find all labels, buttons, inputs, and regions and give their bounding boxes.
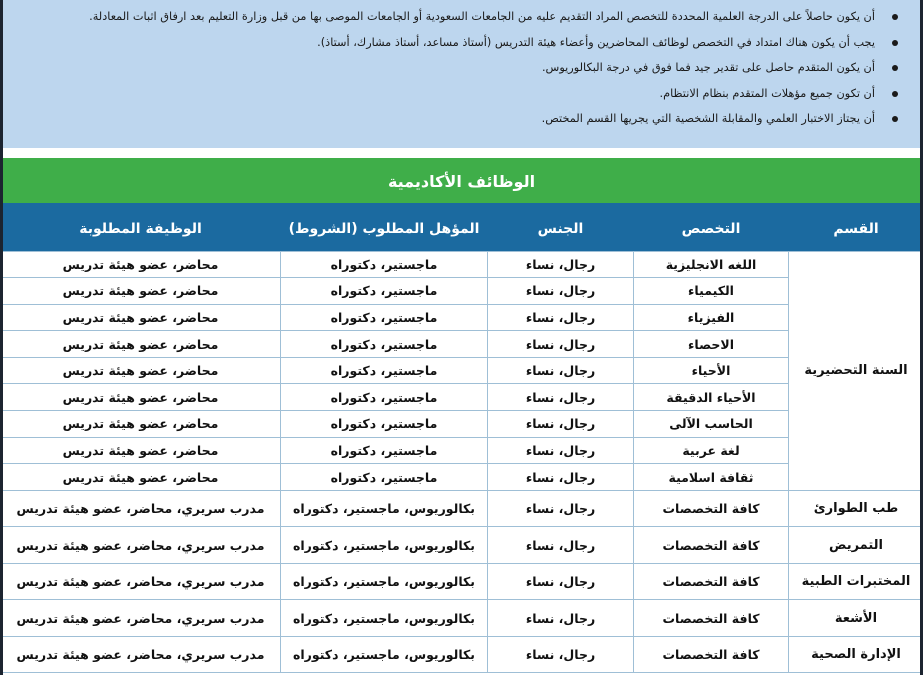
requirement-item <box>0 55 875 81</box>
cell-specialization: ثقافة اسلامية <box>634 464 789 491</box>
cell-job: مدرب سريري، محاضر، عضو هيئة تدريس <box>1 527 281 564</box>
cell-specialization: الحاسب الآلى <box>634 411 789 438</box>
table-row <box>1 563 923 600</box>
cell-qualification: ماجستير، دكتوراه <box>281 384 488 411</box>
header-qualification: المؤهل المطلوب (الشروط) <box>281 203 488 251</box>
cell-gender: رجال، نساء <box>488 251 634 278</box>
table-row <box>1 384 923 411</box>
cell-job: محاضر، عضو هيئة تدريس <box>1 304 281 331</box>
bullet-icon <box>892 116 898 122</box>
table-row <box>1 278 923 305</box>
cell-qualification: ماجستير، دكتوراه <box>281 278 488 305</box>
requirement-text: أن يكون المتقدم حاصل على تقدير جيد فما فوق في درجة البكالوريوس. <box>541 61 875 74</box>
cell-gender: رجال، نساء <box>488 563 634 600</box>
cell-gender: رجال، نساء <box>488 278 634 305</box>
cell-qualification: بكالوريوس، ماجستير، دكتوراه <box>281 636 488 673</box>
cell-specialization: كافة التخصصات <box>634 490 789 527</box>
cell-job: محاضر، عضو هيئة تدريس <box>1 384 281 411</box>
cell-job: محاضر، عضو هيئة تدريس <box>1 357 281 384</box>
cell-job: مدرب سريري، محاضر، عضو هيئة تدريس <box>1 490 281 527</box>
cell-job: مدرب سريري، محاضر، عضو هيئة تدريس <box>1 600 281 637</box>
cell-job: مدرب سريري، محاضر، عضو هيئة تدريس <box>1 636 281 673</box>
requirements-box <box>0 0 923 148</box>
cell-job: محاضر، عضو هيئة تدريس <box>1 437 281 464</box>
bullet-icon <box>892 40 898 46</box>
cell-specialization: كافة التخصصات <box>634 527 789 564</box>
requirements-list <box>0 4 923 132</box>
cell-qualification: ماجستير، دكتوراه <box>281 437 488 464</box>
cell-job: محاضر، عضو هيئة تدريس <box>1 464 281 491</box>
requirement-item <box>0 30 875 56</box>
cell-specialization: لغة عربية <box>634 437 789 464</box>
table-row <box>1 490 923 527</box>
cell-qualification: ماجستير، دكتوراه <box>281 464 488 491</box>
cell-specialization: الاحصاء <box>634 331 789 358</box>
cell-job: مدرب سريري، محاضر، عضو هيئة تدريس <box>1 563 281 600</box>
table-row <box>1 357 923 384</box>
requirement-text: أن يجتاز الاختبار العلمي والمقابلة الشخصية التي يجريها القسم المختص. <box>541 112 875 125</box>
cell-specialization: اللغه الانجليزية <box>634 251 789 278</box>
header-specialization: التخصص <box>634 203 789 251</box>
cell-specialization: الأحياء <box>634 357 789 384</box>
cell-specialization: كافة التخصصات <box>634 636 789 673</box>
table-row <box>1 600 923 637</box>
bullet-icon <box>892 65 898 71</box>
bullet-icon <box>892 91 898 97</box>
cell-gender: رجال، نساء <box>488 490 634 527</box>
cell-gender: رجال، نساء <box>488 464 634 491</box>
cell-gender: رجال، نساء <box>488 304 634 331</box>
cell-job: محاضر، عضو هيئة تدريس <box>1 331 281 358</box>
cell-qualification: بكالوريوس، ماجستير، دكتوراه <box>281 527 488 564</box>
cell-department: السنة التحضيرية <box>789 251 923 490</box>
cell-qualification: ماجستير، دكتوراه <box>281 411 488 438</box>
cell-job: محاضر، عضو هيئة تدريس <box>1 411 281 438</box>
requirement-item <box>0 81 875 107</box>
table-row <box>1 331 923 358</box>
table-row <box>1 437 923 464</box>
requirement-text: يجب أن يكون هناك امتداد في التخصص لوظائف المحاضرين وأعضاء هيئة التدريس (أستاذ مساعد، أستاذ مشارك، أستاذ). <box>317 35 875 49</box>
table-header-row <box>1 203 923 251</box>
cell-qualification: بكالوريوس، ماجستير، دكتوراه <box>281 600 488 637</box>
cell-qualification: ماجستير، دكتوراه <box>281 251 488 278</box>
table-row <box>1 464 923 491</box>
cell-qualification: ماجستير، دكتوراه <box>281 304 488 331</box>
table-row <box>1 251 923 278</box>
table-row <box>1 304 923 331</box>
cell-gender: رجال، نساء <box>488 357 634 384</box>
cell-gender: رجال، نساء <box>488 437 634 464</box>
bullet-icon <box>892 14 898 20</box>
cell-qualification: ماجستير، دكتوراه <box>281 331 488 358</box>
cell-department: المختبرات الطبية <box>789 563 923 600</box>
cell-gender: رجال، نساء <box>488 384 634 411</box>
cell-job: محاضر، عضو هيئة تدريس <box>1 251 281 278</box>
cell-gender: رجال، نساء <box>488 331 634 358</box>
table-row <box>1 527 923 564</box>
table-body <box>1 251 923 673</box>
header-gender: الجنس <box>488 203 634 251</box>
cell-department: طب الطوارئ <box>789 490 923 527</box>
header-department: القسم <box>789 203 923 251</box>
cell-specialization: الفيزياء <box>634 304 789 331</box>
requirement-text: أن يكون حاصلاً على الدرجة العلمية المحددة للتخصص المراد التقديم عليه من الجامعات السعودية أو الجامعات الموصى بها من قبل وزارة التعليم بعد ارفاق اثبات المعادلة. <box>89 10 875 23</box>
cell-qualification: بكالوريوس، ماجستير، دكتوراه <box>281 563 488 600</box>
requirement-text: أن تكون جميع مؤهلات المتقدم بنظام الانتظام. <box>659 86 875 100</box>
requirement-item <box>0 106 875 132</box>
header-job: الوظيفة المطلوبة <box>1 203 281 251</box>
cell-gender: رجال، نساء <box>488 527 634 564</box>
academic-jobs-table <box>0 203 923 673</box>
table-row <box>1 411 923 438</box>
cell-qualification: بكالوريوس، ماجستير، دكتوراه <box>281 490 488 527</box>
cell-department: التمريض <box>789 527 923 564</box>
cell-department: الإدارة الصحية <box>789 636 923 673</box>
cell-gender: رجال، نساء <box>488 636 634 673</box>
cell-job: محاضر، عضو هيئة تدريس <box>1 278 281 305</box>
cell-specialization: الأحياء الدقيقة <box>634 384 789 411</box>
cell-specialization: الكيمياء <box>634 278 789 305</box>
cell-specialization: كافة التخصصات <box>634 563 789 600</box>
cell-specialization: كافة التخصصات <box>634 600 789 637</box>
cell-qualification: ماجستير، دكتوراه <box>281 357 488 384</box>
requirement-item <box>0 4 875 30</box>
table-row <box>1 636 923 673</box>
spacer <box>0 148 923 158</box>
cell-department: الأشعة <box>789 600 923 637</box>
cell-gender: رجال، نساء <box>488 411 634 438</box>
cell-gender: رجال، نساء <box>488 600 634 637</box>
frame-border-left <box>0 0 3 675</box>
section-title: الوظائف الأكاديمية <box>0 158 923 203</box>
